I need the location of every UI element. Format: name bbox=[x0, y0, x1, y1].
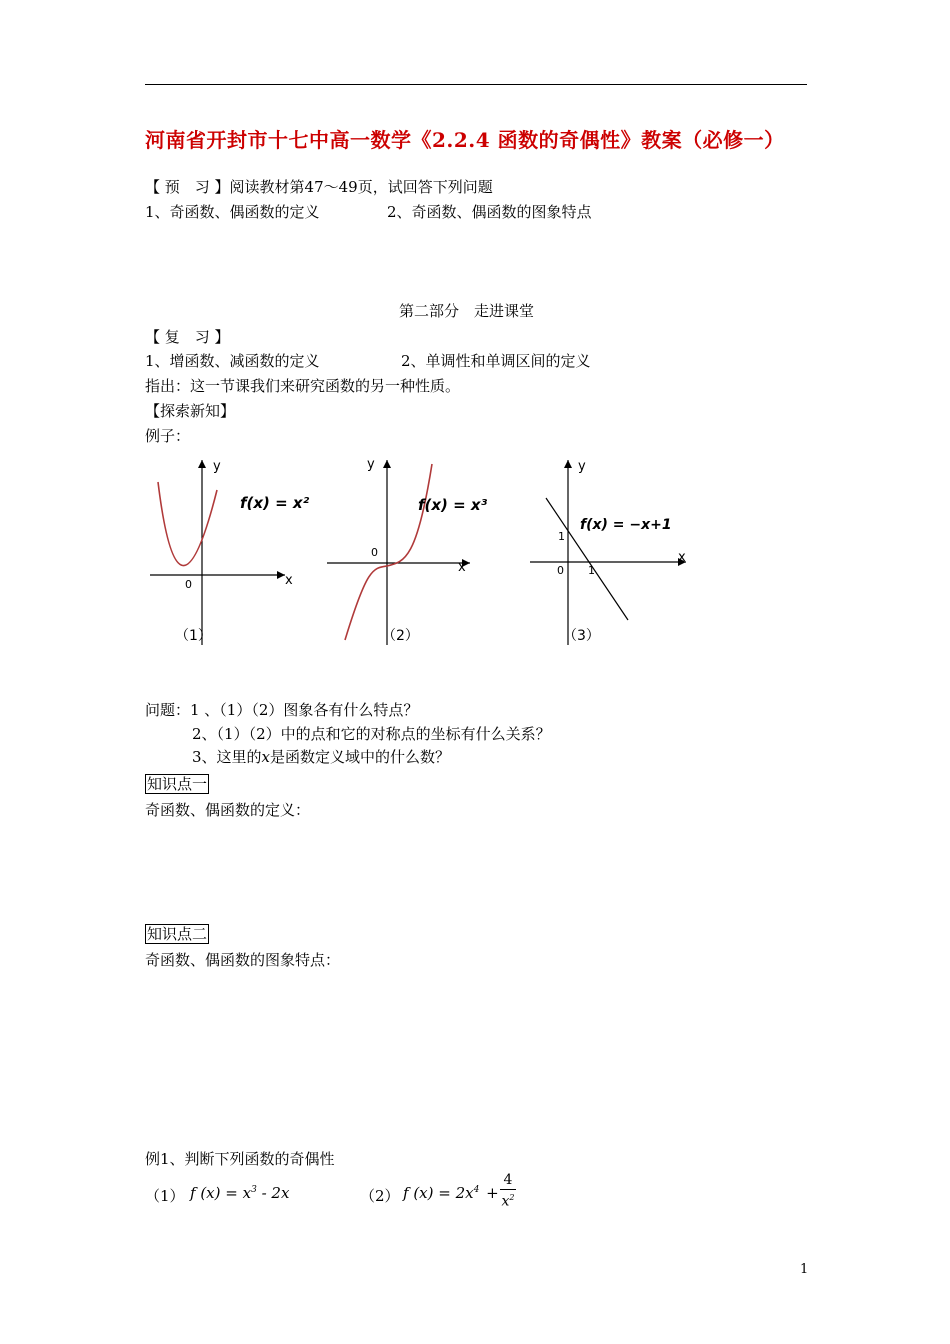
review-heading: 【 复 习 】 bbox=[145, 328, 230, 346]
graph-3-line bbox=[528, 450, 698, 650]
example-1-heading: 例1、判断下列函数的奇偶性 bbox=[145, 1150, 335, 1168]
graph-1-formula: f(x) = x² bbox=[240, 494, 310, 512]
graph-1-origin: 0 bbox=[185, 578, 192, 591]
review-question-2: 2、单调性和单调区间的定义 bbox=[401, 352, 591, 370]
graph-3-formula: f(x) = −x+1 bbox=[580, 517, 672, 533]
graph-1-curve bbox=[158, 482, 217, 566]
page-number: 1 bbox=[800, 1262, 809, 1277]
graph-2-curve bbox=[345, 464, 432, 640]
graph-2-label: （2） bbox=[382, 628, 419, 644]
question-3-pre: 3、这里的 bbox=[192, 748, 262, 766]
review-note: 指出：这一节课我们来研究函数的另一种性质。 bbox=[145, 377, 461, 395]
graph-2-origin: 0 bbox=[371, 546, 378, 559]
example-1-item-2-label: （2） bbox=[360, 1187, 400, 1205]
graph-3-tick-y: 1 bbox=[558, 530, 565, 543]
knowledge-point-1-text: 奇函数、偶函数的定义： bbox=[145, 801, 311, 819]
graph-1-x-arrow bbox=[277, 571, 285, 579]
graph-3-y-arrow bbox=[564, 460, 572, 468]
graph-3-tick-x: 1 bbox=[588, 564, 595, 577]
graph-1-x-label: x bbox=[285, 573, 293, 588]
example-1-item-1-label: （1） bbox=[145, 1187, 185, 1205]
graph-2-y-label: y bbox=[367, 457, 375, 472]
graph-1-parabola bbox=[145, 450, 310, 650]
question-3-post: 是函数定义域中的什么数？ bbox=[270, 748, 451, 766]
question-3-var: x bbox=[261, 748, 271, 766]
graph-2-formula: f(x) = x³ bbox=[418, 496, 488, 514]
example-1-item-2-fraction: 4 $x^2$ bbox=[501, 1172, 515, 1210]
graph-2-x-label: x bbox=[458, 560, 466, 575]
graph-1-y-arrow bbox=[198, 460, 206, 468]
graph-1-y-label: y bbox=[213, 459, 221, 474]
graph-3-label: （3） bbox=[563, 628, 600, 644]
preview-line bbox=[145, 177, 493, 197]
page-title: 河南省开封市十七中高一数学《2.2.4 函数的奇偶性》教案（必修一） bbox=[145, 128, 785, 152]
top-rule bbox=[145, 84, 807, 85]
example-1-item-2-formula: f $(x) = 2x^4$ + bbox=[403, 1184, 499, 1202]
graph-2-cubic bbox=[325, 450, 488, 650]
review-question-1: 1、增函数、减函数的定义 bbox=[145, 352, 320, 370]
question-1: 问题：1 、（1）（2）图象各有什么特点？ bbox=[145, 701, 419, 719]
part-two-title: 第二部分 走进课堂 bbox=[399, 302, 535, 320]
question-2: 2、（1）（2）中的点和它的对称点的坐标有什么关系？ bbox=[192, 725, 551, 743]
graph-1-label: （1） bbox=[175, 628, 212, 644]
graph-3-x-label: x bbox=[678, 550, 686, 565]
knowledge-point-2-box: 知识点二 bbox=[147, 925, 208, 943]
preview-heading: 【 预 习 】 bbox=[145, 178, 230, 196]
explore-heading: 【探索新知】 bbox=[145, 402, 236, 420]
knowledge-point-1-box: 知识点一 bbox=[147, 775, 208, 793]
preview-question-2: 2、奇函数、偶函数的图象特点 bbox=[387, 203, 592, 221]
preview-instruction: 阅读教材第47～49页，试回答下列问题 bbox=[229, 178, 493, 196]
graph-3-origin: 0 bbox=[557, 564, 564, 577]
knowledge-point-2-text: 奇函数、偶函数的图象特点： bbox=[145, 951, 341, 969]
example-label: 例子： bbox=[145, 427, 191, 445]
example-1-item-1-formula: f $(x) = x^3 - 2x$ bbox=[190, 1184, 290, 1202]
preview-question-1: 1、奇函数、偶函数的定义 bbox=[145, 203, 320, 221]
graph-3-y-label: y bbox=[578, 459, 586, 474]
graph-2-y-arrow bbox=[383, 460, 391, 468]
question-3 bbox=[192, 747, 450, 767]
